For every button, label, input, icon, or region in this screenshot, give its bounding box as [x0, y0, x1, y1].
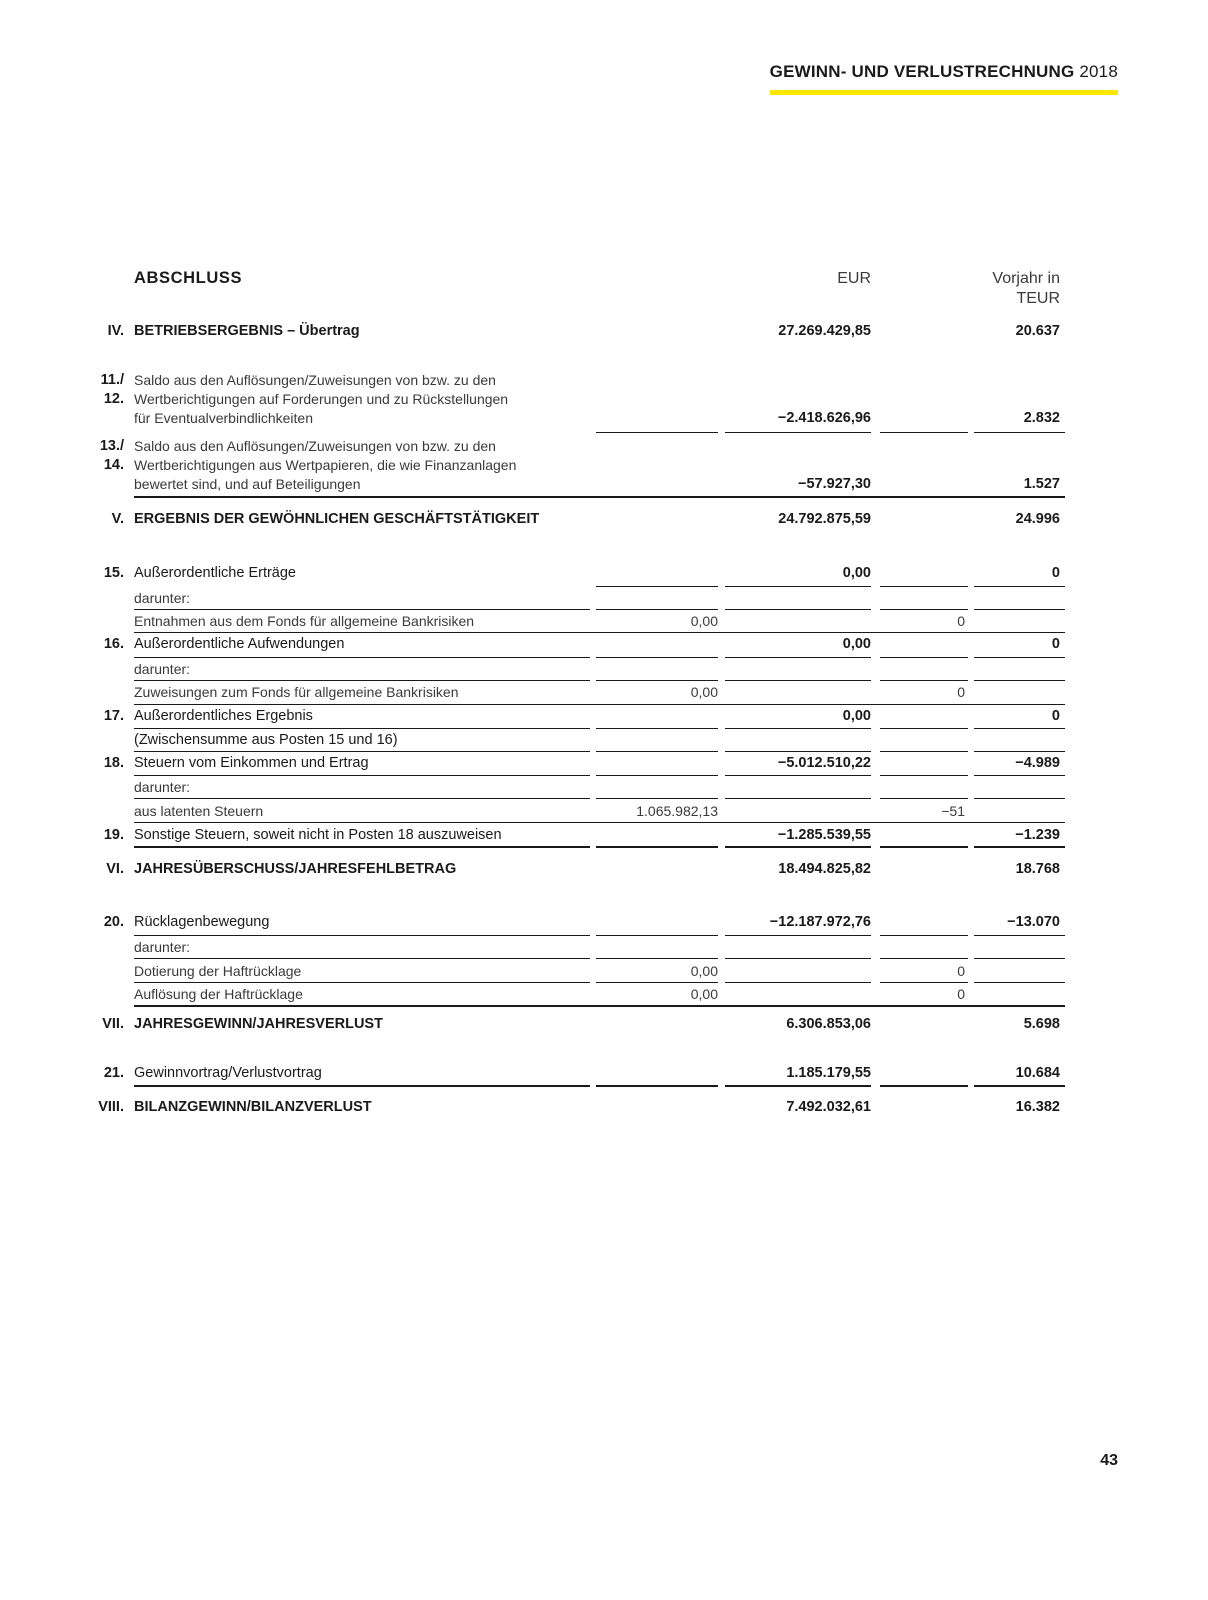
col-header-prev-line2: TEUR: [1016, 290, 1060, 307]
row-label-16-zuweisungen: Zuweisungen zum Fonds für allgemeine Bankrisiken: [134, 684, 459, 700]
row-label-13-line3: bewertet sind, und auf Beteiligungen: [134, 476, 361, 492]
rule: [134, 704, 1065, 705]
row-number-vii: VII.: [102, 1016, 124, 1032]
rule: [596, 775, 718, 776]
rule: [880, 798, 968, 799]
rule: [880, 775, 968, 776]
rule: [974, 798, 1065, 799]
row-eur-20: −12.187.972,76: [769, 914, 871, 930]
rule-thick: [596, 1085, 718, 1087]
row-prev-19: −1.239: [1015, 827, 1060, 843]
row-label-18-latent: aus latenten Steuern: [134, 803, 264, 819]
row-label-viii: BILANZGEWINN/BILANZVERLUST: [134, 1099, 372, 1115]
row-label-vii: JAHRESGEWINN/JAHRESVERLUST: [134, 1016, 383, 1032]
rule-thick: [880, 1085, 968, 1087]
rule: [974, 935, 1065, 936]
row-sub-20-dotierung: 0,00: [690, 963, 718, 979]
row-prev-sub-20-dotierung: 0: [957, 963, 965, 979]
row-label-20: Rücklagenbewegung: [134, 914, 270, 930]
row-number-12: 12.: [103, 391, 124, 407]
rule: [134, 958, 590, 959]
row-label-20-darunter: darunter:: [134, 939, 191, 955]
row-number-11: 11./: [100, 372, 124, 388]
rule-thick: [974, 1085, 1065, 1087]
rule: [134, 609, 590, 610]
header-accent-bar: [770, 90, 1118, 95]
row-label-17: Außerordentliches Ergebnis: [134, 708, 313, 724]
row-label-15: Außerordentliche Erträge: [134, 565, 296, 581]
row-label-17-zwischensumme: (Zwischensumme aus Posten 15 und 16): [134, 732, 398, 748]
rule: [974, 586, 1065, 587]
rule: [974, 958, 1065, 959]
rule: [974, 728, 1065, 729]
rule-thick: [974, 846, 1065, 848]
rule: [596, 586, 718, 587]
row-number-v: V.: [111, 511, 124, 527]
row-label-vi: JAHRESÜBERSCHUSS/JAHRESFEHLBETRAG: [134, 861, 457, 877]
row-eur-18: −5.012.510,22: [777, 755, 871, 771]
rule: [725, 680, 871, 681]
row-sub-15-entnahmen: 0,00: [690, 613, 718, 629]
rule: [880, 609, 968, 610]
row-number-16: 16.: [103, 636, 124, 652]
rule: [596, 751, 718, 752]
row-sub-18-latent: 1.065.982,13: [636, 803, 718, 819]
page-header-year: 2018: [1079, 62, 1118, 81]
row-label-16: Außerordentliche Aufwendungen: [134, 636, 345, 652]
rule: [134, 775, 590, 776]
rule: [596, 798, 718, 799]
rule: [725, 935, 871, 936]
rule-thick: [134, 496, 1065, 498]
row-eur-vii: 6.306.853,06: [786, 1016, 871, 1032]
row-label-20-aufloesung: Auflösung der Haftrücklage: [134, 986, 303, 1002]
row-number-14: 14.: [103, 457, 124, 473]
rule: [880, 680, 968, 681]
page-header: [770, 62, 1118, 95]
rule: [725, 432, 871, 433]
rule: [596, 609, 718, 610]
row-sub-16-zuweisungen: 0,00: [690, 684, 718, 700]
rule: [725, 958, 871, 959]
rule: [880, 935, 968, 936]
rule: [880, 657, 968, 658]
row-number-iv: IV.: [107, 323, 124, 339]
row-prev-sub-16-zuweisungen: 0: [957, 684, 965, 700]
rule-thick: [134, 846, 590, 848]
row-number-vi: VI.: [106, 861, 124, 877]
row-label-11-line1: Saldo aus den Auflösungen/Zuweisungen von bzw. zu den: [134, 372, 496, 388]
row-eur-11: −2.418.626,96: [777, 410, 871, 426]
row-label-v: ERGEBNIS DER GEWÖHNLICHEN GESCHÄFTSTÄTIGKEIT: [134, 511, 540, 527]
rule: [134, 751, 590, 752]
row-prev-11: 2.832: [1023, 410, 1060, 426]
rule: [725, 657, 871, 658]
rule: [880, 751, 968, 752]
row-number-21: 21.: [103, 1065, 124, 1081]
rule: [134, 680, 590, 681]
rule: [974, 432, 1065, 433]
row-number-18: 18.: [103, 755, 124, 771]
rule: [725, 728, 871, 729]
rule: [596, 657, 718, 658]
row-eur-17: 0,00: [842, 708, 871, 724]
page-header-title-bold: GEWINN- UND VERLUSTRECHNUNG: [769, 62, 1075, 81]
rule: [596, 958, 718, 959]
row-prev-viii: 16.382: [1015, 1099, 1060, 1115]
rule: [880, 982, 968, 983]
row-number-viii: VIII.: [98, 1099, 124, 1115]
row-label-16-darunter: darunter:: [134, 661, 191, 677]
row-eur-13: −57.927,30: [798, 476, 871, 492]
row-prev-16: 0: [1051, 636, 1060, 652]
rule: [974, 751, 1065, 752]
row-prev-sub-18-latent: −51: [941, 803, 965, 819]
rule: [880, 958, 968, 959]
row-eur-iv: 27.269.429,85: [778, 323, 871, 339]
row-label-11-line3: für Eventualverbindlichkeiten: [134, 410, 313, 426]
rule: [134, 728, 590, 729]
row-label-15-entnahmen: Entnahmen aus dem Fonds für allgemeine Bankrisiken: [134, 613, 475, 629]
rule-thick: [880, 846, 968, 848]
row-number-15: 15.: [103, 565, 124, 581]
row-eur-16: 0,00: [842, 636, 871, 652]
rule: [134, 935, 590, 936]
rule: [974, 609, 1065, 610]
rule: [974, 775, 1065, 776]
section-title: ABSCHLUSS: [134, 269, 243, 287]
row-prev-13: 1.527: [1023, 476, 1060, 492]
row-eur-21: 1.185.179,55: [786, 1065, 871, 1081]
rule: [725, 609, 871, 610]
rule: [596, 982, 718, 983]
rule-thick: [134, 1085, 590, 1087]
row-prev-vi: 18.768: [1015, 861, 1060, 877]
row-number-20: 20.: [103, 914, 124, 930]
row-label-15-darunter: darunter:: [134, 590, 191, 606]
rule: [725, 798, 871, 799]
row-label-21: Gewinnvortrag/Verlustvortrag: [134, 1065, 322, 1081]
row-label-18: Steuern vom Einkommen und Ertrag: [134, 755, 369, 771]
page-header-title: [770, 62, 1118, 82]
row-eur-v: 24.792.875,59: [778, 511, 871, 527]
row-eur-19: −1.285.539,55: [777, 827, 871, 843]
row-label-13-line2: Wertberichtigungen aus Wertpapieren, die wie Finanzanlagen: [134, 457, 517, 473]
row-prev-18: −4.989: [1015, 755, 1060, 771]
row-sub-20-aufloesung: 0,00: [690, 986, 718, 1002]
row-prev-17: 0: [1051, 708, 1060, 724]
rule: [134, 822, 1065, 823]
row-prev-sub-15-entnahmen: 0: [957, 613, 965, 629]
rule: [974, 680, 1065, 681]
rule: [725, 775, 871, 776]
col-header-prev-line1: Vorjahr in: [992, 270, 1060, 287]
row-prev-15: 0: [1051, 565, 1060, 581]
page-number: 43: [1100, 1452, 1118, 1469]
rule: [134, 657, 590, 658]
rule: [596, 680, 718, 681]
row-number-17: 17.: [103, 708, 124, 724]
row-label-18-darunter: darunter:: [134, 779, 191, 795]
rule: [880, 586, 968, 587]
row-label-20-dotierung: Dotierung der Haftrücklage: [134, 963, 302, 979]
rule-thick: [725, 846, 871, 848]
rule: [725, 751, 871, 752]
rule-thick: [725, 1085, 871, 1087]
row-label-19: Sonstige Steuern, soweit nicht in Posten 18 auszuweisen: [134, 827, 502, 843]
row-prev-v: 24.996: [1015, 511, 1060, 527]
rule: [725, 586, 871, 587]
rule: [880, 728, 968, 729]
row-prev-iv: 20.637: [1015, 323, 1060, 339]
rule: [974, 982, 1065, 983]
row-prev-vii: 5.698: [1023, 1016, 1060, 1032]
row-prev-20: −13.070: [1007, 914, 1060, 930]
row-eur-vi: 18.494.825,82: [778, 861, 871, 877]
row-label-iv: BETRIEBSERGEBNIS – Übertrag: [134, 323, 360, 339]
rule: [596, 432, 718, 433]
row-number-19: 19.: [103, 827, 124, 843]
rule: [596, 935, 718, 936]
row-eur-viii: 7.492.032,61: [786, 1099, 871, 1115]
rule: [134, 982, 590, 983]
row-number-13: 13./: [99, 438, 124, 454]
row-eur-15: 0,00: [842, 565, 871, 581]
col-header-eur: EUR: [837, 270, 871, 287]
rule: [134, 632, 1065, 633]
row-prev-21: 10.684: [1015, 1065, 1060, 1081]
rule-thick: [596, 846, 718, 848]
rule: [974, 657, 1065, 658]
rule: [596, 728, 718, 729]
rule: [880, 432, 968, 433]
rule-thick: [134, 1005, 1065, 1007]
row-label-13-line1: Saldo aus den Auflösungen/Zuweisungen von bzw. zu den: [134, 438, 496, 454]
row-label-11-line2: Wertberichtigungen auf Forderungen und zu Rückstellungen: [134, 391, 509, 407]
row-prev-sub-20-aufloesung: 0: [957, 986, 965, 1002]
rule: [134, 798, 590, 799]
rule: [725, 982, 871, 983]
